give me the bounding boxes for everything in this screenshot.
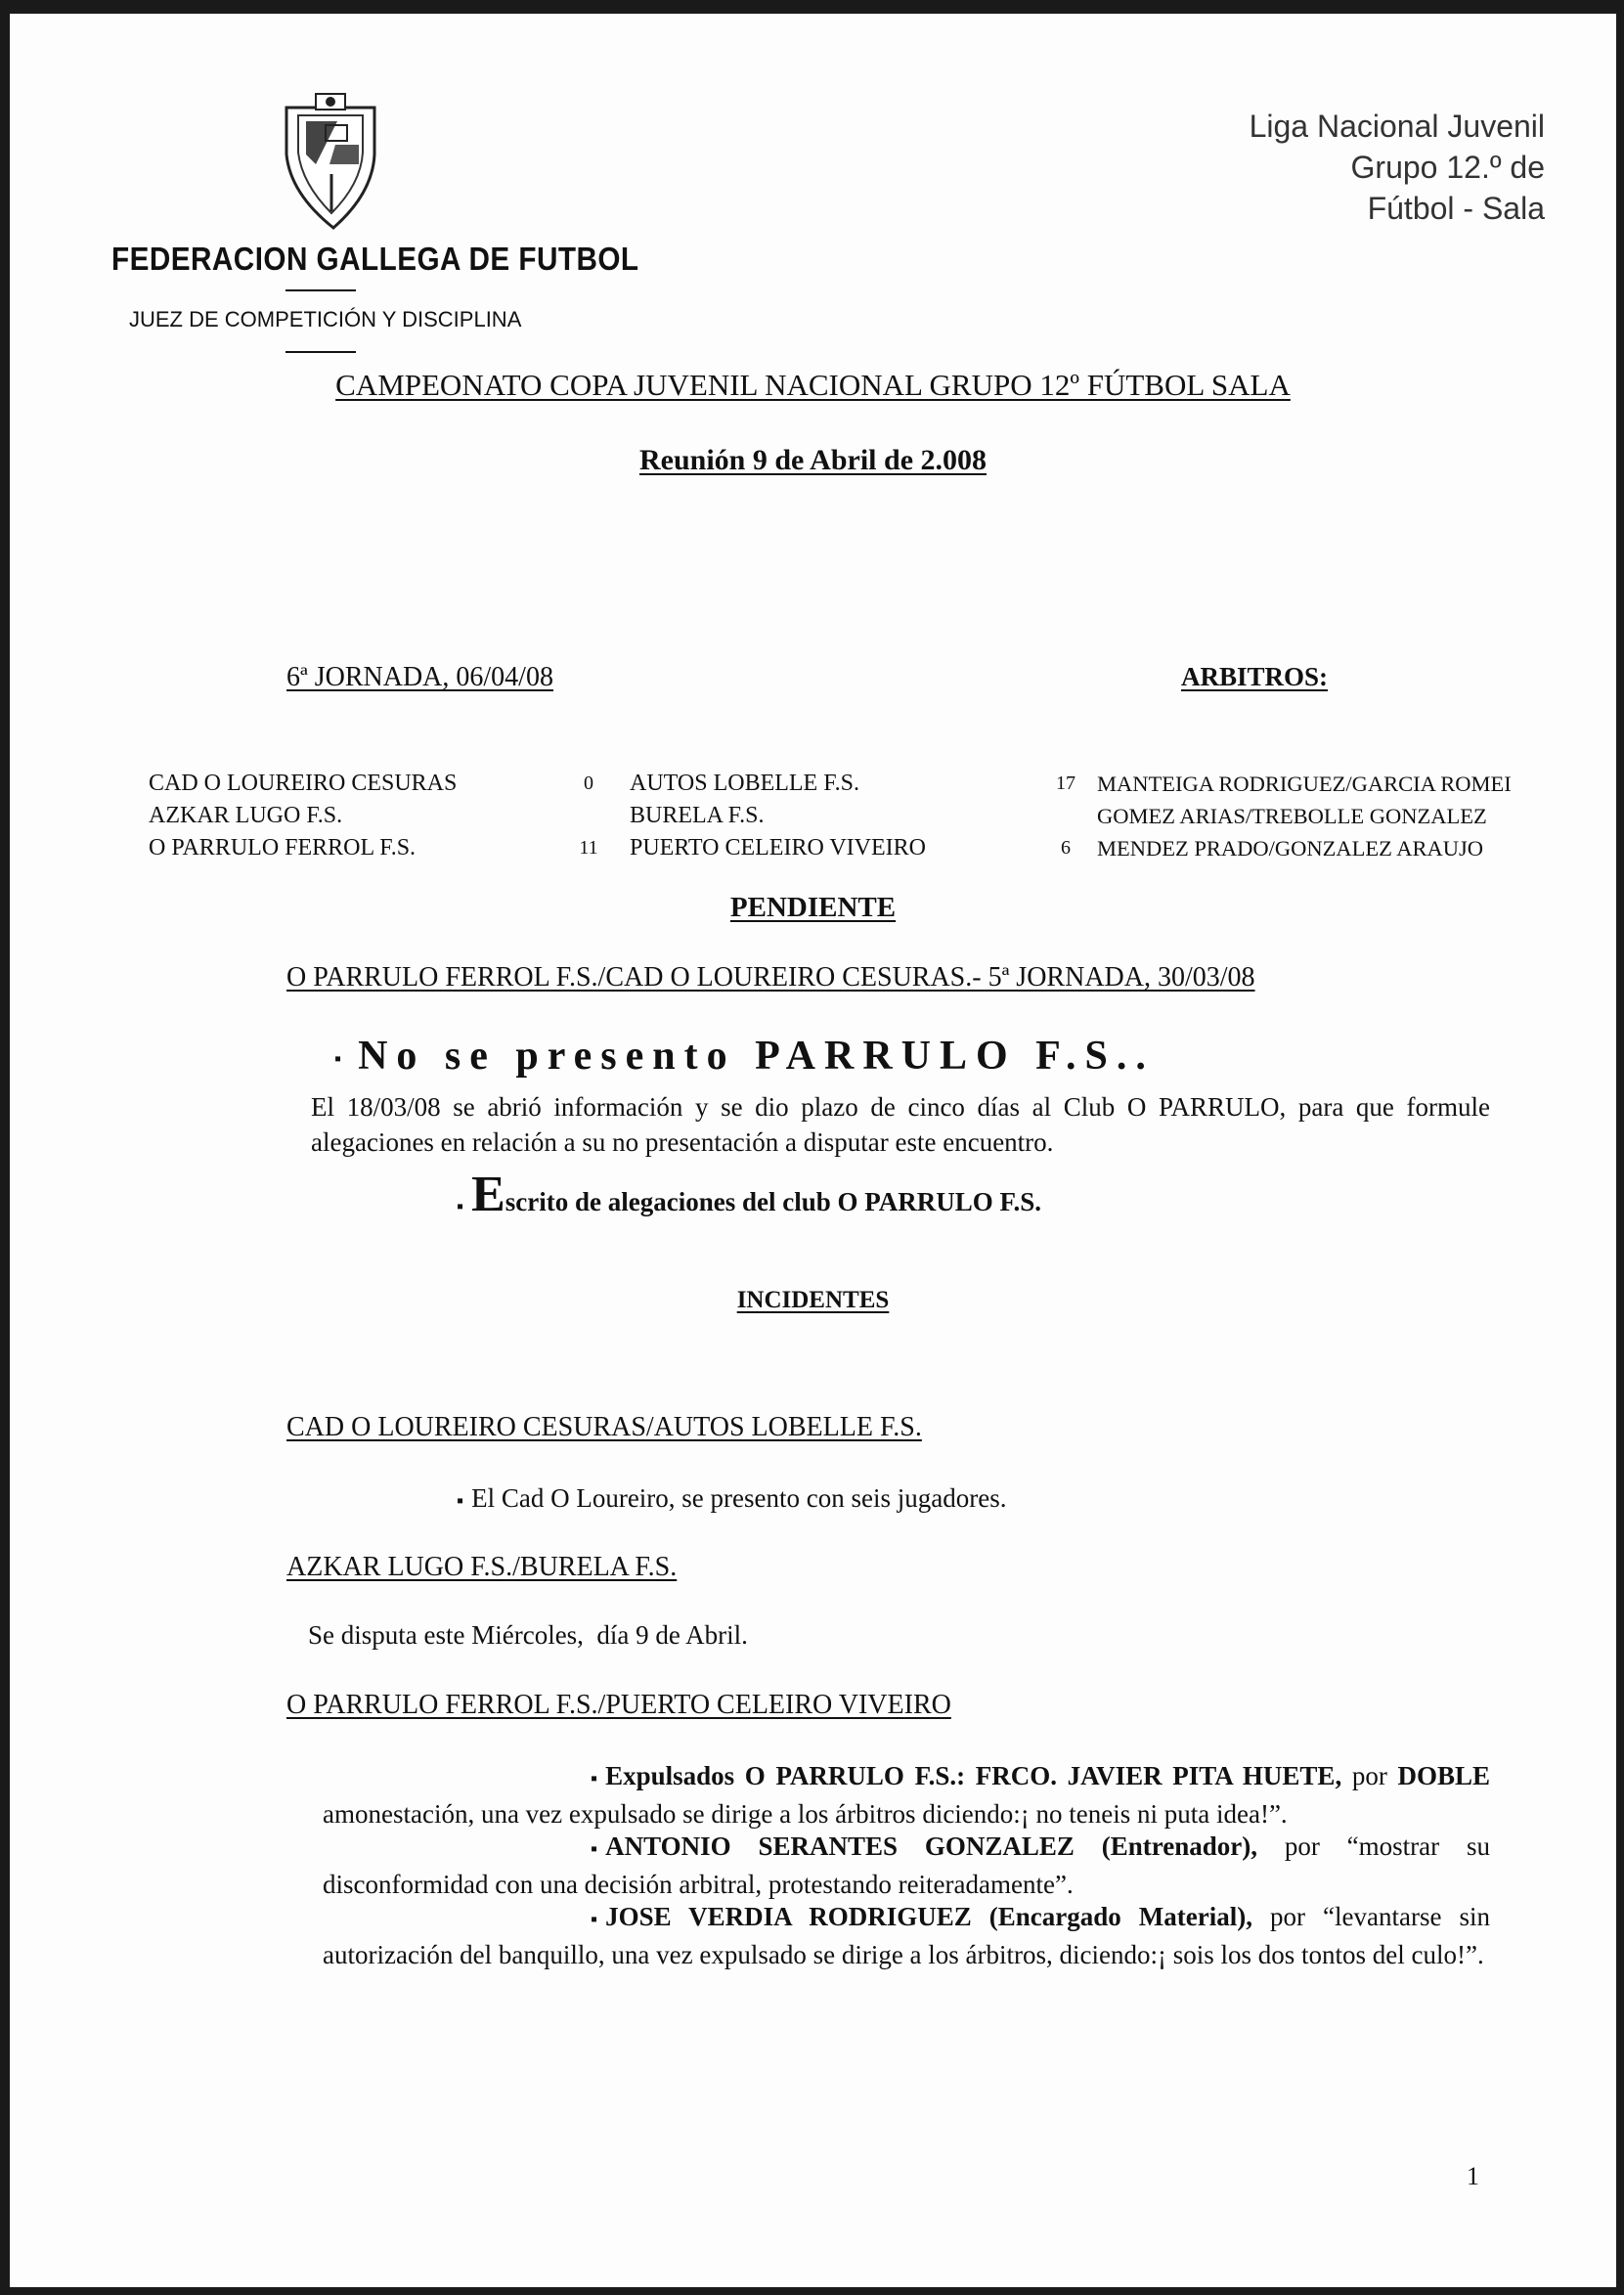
referees: MENDEZ PRADO/GONZALEZ ARAUJO (1097, 836, 1483, 861)
league-line: Grupo 12.º de (1350, 150, 1545, 185)
league-line: Fútbol - Sala (1367, 191, 1545, 226)
home-score: 11 (579, 837, 598, 859)
away-team: PUERTO CELEIRO VIVEIRO (630, 835, 926, 861)
league-name (1250, 106, 1545, 229)
expelled-name: Expulsados O PARRULO F.S.: FRCO. JAVIER PITA HUETE, (605, 1761, 1342, 1790)
federation-subtitle: JUEZ DE COMPETICIÓN Y DISCIPLINA (129, 307, 522, 331)
expelled-name: ANTONIO SERANTES GONZALEZ (Entrenador), (605, 1832, 1257, 1861)
document-page (10, 14, 1616, 2287)
incidents-label: INCIDENTES (736, 1287, 890, 1313)
jornada-label: 6ª JORNADA, 06/04/08 (286, 662, 553, 692)
incident-match: AZKAR LUGO F.S./BURELA F.S. (286, 1552, 678, 1582)
referees: GOMEZ ARIAS/TREBOLLE GONZALEZ (1097, 804, 1487, 828)
pending-label: PENDIENTE (729, 892, 897, 923)
away-score: 6 (1061, 837, 1071, 859)
expelled-name: JOSE VERDIA RODRIGUEZ (Encargado Material), (605, 1902, 1252, 1931)
federation-name: FEDERACION GALLEGA DE FUTBOL (111, 241, 639, 277)
expulsion-reason: DOBLE (1397, 1761, 1490, 1790)
incident-match: CAD O LOUREIRO CESURAS/AUTOS LOBELLE F.S. (286, 1412, 922, 1442)
home-team: CAD O LOUREIRO CESURAS (149, 771, 458, 796)
away-team: AUTOS LOBELLE F.S. (630, 771, 859, 796)
escrito-initial: E (471, 1167, 505, 1222)
expulsion-item (323, 1758, 1490, 1832)
escrito-text: scrito de alegaciones del club O PARRULO F.S. (505, 1187, 1042, 1216)
no-show-notice: ▪ No se presento PARRULO F.S.. (334, 1033, 1155, 1080)
incident-text: Se disputa este Miércoles, día 9 de Abril. (308, 1620, 748, 1650)
header-rule-top (285, 289, 356, 291)
expulsion-item (323, 1899, 1490, 1972)
incident-text: ▪ El Cad O Loureiro, se presento con seis jugadores. (457, 1480, 1006, 1519)
incident-match: O PARRULO FERROL F.S./PUERTO CELEIRO VIVEIRO (286, 1690, 951, 1720)
meeting-date: Reunión 9 de Abril de 2.008 (638, 444, 988, 476)
pending-match: O PARRULO FERROL F.S./CAD O LOUREIRO CESURAS.- 5ª JORNADA, 30/03/08 (286, 962, 1255, 993)
home-score: 0 (584, 772, 593, 794)
expulsion-text: por “levantarse sin autorización del banquillo, una vez expulsado se dirige a los árbitros, diciendo:¡ sois los dos tontos del culo!”. (323, 1902, 1490, 1969)
expulsion-text: amonestación, una vez expulsado se dirige a los árbitros diciendo:¡ no teneis ni puta idea!”. (323, 1798, 1288, 1829)
pending-text: El 18/03/08 se abrió información y se dio plazo de cinco días al Club O PARRULO, para que formule alegaciones en relación a su no presentación a disputar este encuentro. (311, 1092, 1490, 1157)
page-number: 1 (1467, 2162, 1479, 2190)
bullet-icon (457, 1832, 605, 1861)
referees-label: ARBITROS: (1181, 662, 1329, 691)
home-team: AZKAR LUGO F.S. (149, 803, 343, 828)
away-score: 17 (1056, 772, 1075, 794)
bullet-icon (457, 1198, 471, 1214)
referees: MANTEIGA RODRIGUEZ/GARCIA ROMEI (1097, 772, 1512, 796)
home-team: O PARRULO FERROL F.S. (149, 835, 417, 861)
league-line: Liga Nacional Juvenil (1249, 109, 1545, 144)
document-title: CAMPEONATO COPA JUVENIL NACIONAL GRUPO 12º FÚTBOL SALA (335, 368, 1291, 402)
expulsion-text: por “mostrar su disconformidad con una decisión arbitral, protestando reiteradamente”. (323, 1832, 1490, 1899)
header-rule-bottom (285, 351, 356, 353)
bullet-icon (457, 1761, 605, 1790)
bullet-icon (457, 1902, 605, 1931)
away-team: BURELA F.S. (630, 803, 765, 828)
federation-crest-icon (277, 86, 384, 233)
expulsion-item (323, 1829, 1490, 1902)
expulsion-text: por (1341, 1761, 1398, 1790)
escrito-line (457, 1166, 1041, 1223)
